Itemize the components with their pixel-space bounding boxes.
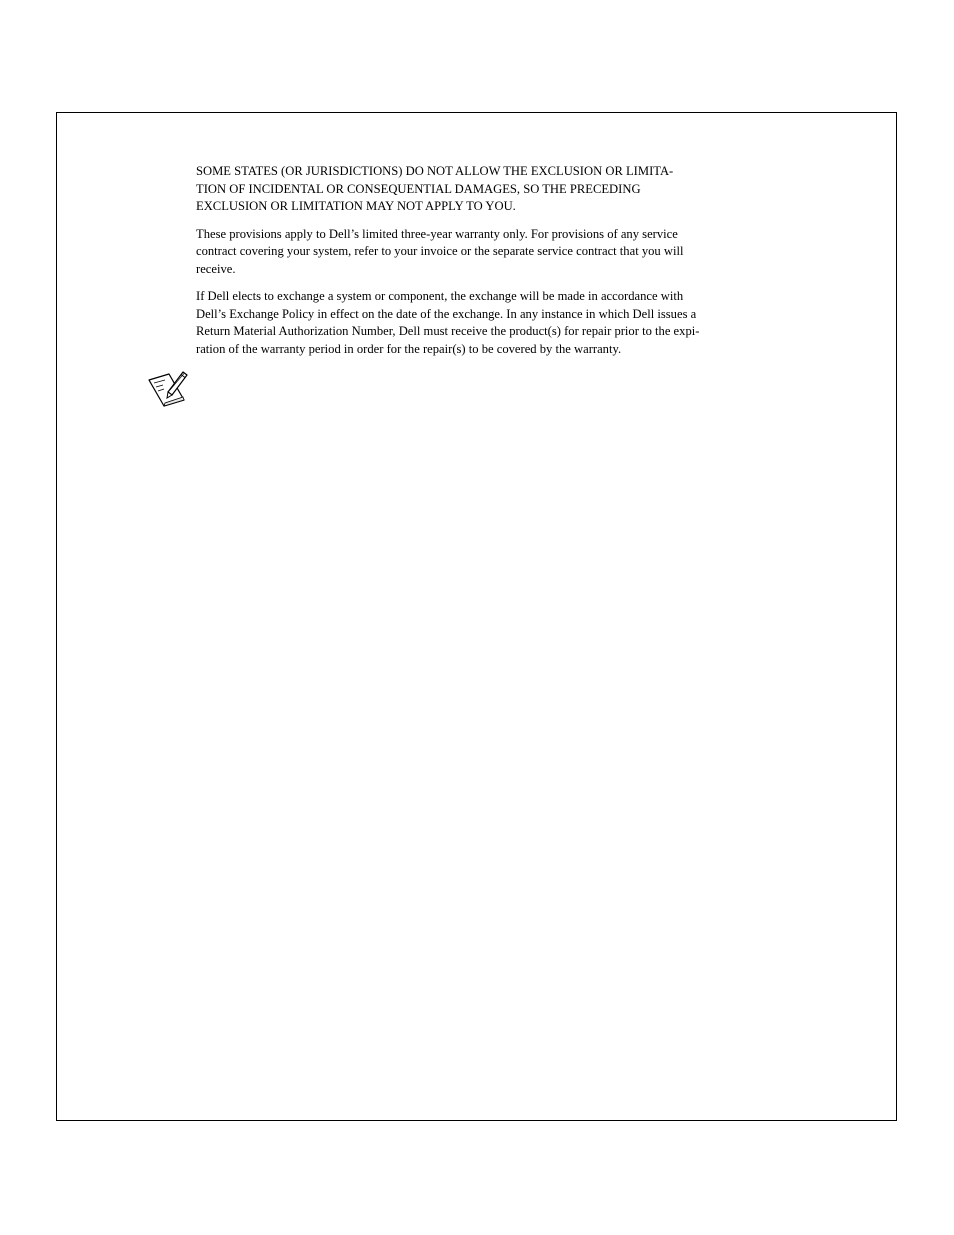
note-pencil-icon [147, 370, 189, 408]
text-line: EXCLUSION OR LIMITATION MAY NOT APPLY TO YOU. [196, 199, 516, 213]
paragraph-damages-exclusion [196, 163, 762, 216]
paragraph-warranty-provisions [196, 226, 762, 279]
text-line: Dell’s Exchange Policy in effect on the date of the exchange. In any instance in which Dell issues a [196, 306, 697, 321]
text-line: ration of the warranty period in order for the repair(s) to be covered by the warranty. [196, 341, 622, 356]
text-line: These provisions apply to Dell’s limited three-year warranty only. For provisions of any service [196, 226, 678, 241]
text-line: contract covering your system, refer to your invoice or the separate service contract that you will [196, 244, 684, 258]
text-line: Return Material Authorization Number, Dell must receive the product(s) for repair prior to the expi- [196, 324, 700, 338]
paragraph-exchange-policy [196, 288, 762, 358]
text-line: receive. [196, 261, 236, 276]
text-line: TION OF INCIDENTAL OR CONSEQUENTIAL DAMAGES, SO THE PRECEDING [196, 181, 641, 196]
text-line: SOME STATES (OR JURISDICTIONS) DO NOT ALLOW THE EXCLUSION OR LIMITA- [196, 164, 674, 178]
text-line: If Dell elects to exchange a system or component, the exchange will be made in accordance with [196, 289, 684, 303]
body-text [196, 163, 762, 368]
